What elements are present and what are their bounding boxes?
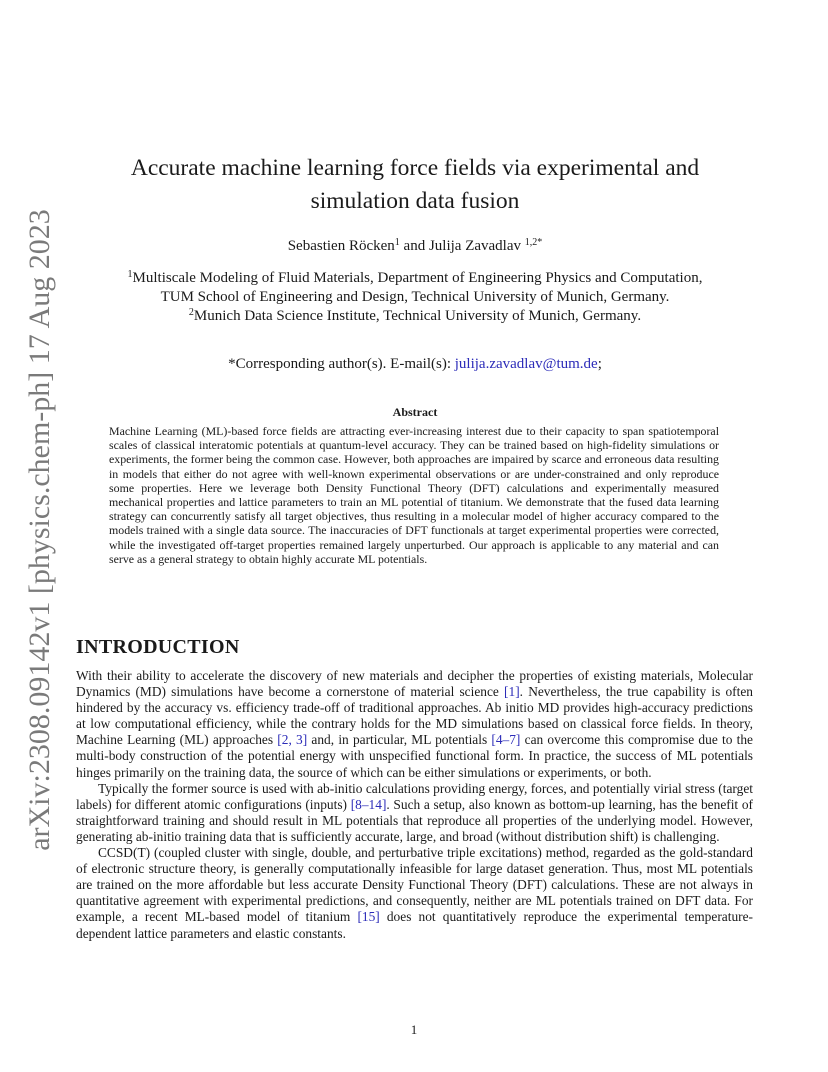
paragraph: With their ability to accelerate the discovery of new materials and decipher the properties of existing materials, Molecular Dynamics (MD) simulations have become a cornerstone of material science [1]. Nevertheless, the true capability is often hindered by the accuracy vs. efficiency trade-off of traditional approaches. Ab initio MD provides high-accuracy predictions at low computational efficiency, while the contrary holds for the MD simulations based on classical force fields. In theory, Machine Learning (ML) approaches [2, 3] and, in particular, ML potentials [4–7] can overcome this compromise due to the multi-body construction of the potential energy with unspecified functional form. In practice, the success of ML potentials hinges primarily on the training data, the source of which can be either simulations or experiments, or both. xyxy=(76,668,753,780)
title-line-1: Accurate machine learning force fields via experimental and xyxy=(130,155,700,181)
author-name: Sebastien Röcken xyxy=(287,238,395,254)
citation-link[interactable]: [4–7] xyxy=(491,732,521,748)
arxiv-identifier-stamp xyxy=(21,209,59,851)
author-name: Julija Zavadlav xyxy=(428,238,525,254)
introduction-body xyxy=(76,668,753,942)
title-line-2: simulation data fusion xyxy=(310,188,520,214)
affiliation-1-line-2: TUM School of Engineering and Design, Technical University of Munich, Germany. xyxy=(160,289,670,305)
citation-link[interactable]: [2, 3] xyxy=(277,732,308,748)
page-number: 1 xyxy=(410,1022,418,1037)
section-heading-introduction: INTRODUCTION xyxy=(76,636,240,658)
abstract-body: Machine Learning (ML)-based force fields are attracting ever-increasing interest due to their capacity to span spatiotemporal scales of classical interatomic potentials at quantum-level accuracy. They can be trained based on high-fidelity simulations or experiments, the former being the common case. However, both approaches are impaired by scarce and erroneous data resulting in models that either do not agree with well-known experimental observations or are under-constrained and only reproduce some properties. Here we leverage both Density Functional Theory (DFT) calculations and experimentally measured mechanical properties and lattice parameters to train an ML potential of titanium. We demonstrate that the fused data learning strategy can concurrently satisfy all target objectives, thus resulting in a molecular model of higher accuracy compared to the models trained with a single data source. The inaccuracies of DFT functionals at target experimental properties were corrected, while the investigated off-target properties remained largely unperturbed. Our approach is applicable to any material and can serve as a general strategy to obtain highly accurate ML potentials. xyxy=(109,424,719,566)
affiliation-2: $^2$Munich Data Science Institute, Technical University of Munich, Germany. xyxy=(188,307,642,324)
corresponding-prefix: *Corresponding author(s). E-mail(s): xyxy=(228,356,455,372)
affiliation-mark: 2 xyxy=(188,307,194,318)
paragraph: CCSD(T) (coupled cluster with single, double, and perturbative triple excitations) method, regarded as the gold-standard of electronic structure theory, is generally computationally infeasible for large dataset generation. Thus, most ML potentials are trained on the more affordable but less accurate Density Functional Theory (DFT) calculations. These are not always in quantitative agreement with experimental predictions, and consequently, neither are ML potentials trained on DFT data. For example, a recent ML-based model of titanium [15] does not quantitatively reproduce the experimental temperature-dependent lattice parameters and elastic constants. xyxy=(76,845,754,941)
corresponding-suffix: ; xyxy=(597,356,602,372)
paragraph: Typically the former source is used with ab-initio calculations providing energy, forces, and potentially virial stress (target labels) for different atomic configurations (inputs) [8–14]. Such a setup, also known as bottom-up learning, has the benefit of straightforward training and should result in ML potentials that reproduce all properties of the underlying model. However, generating ab-initio training data that is sufficiently accurate, large, and broad (without distribution shift) is challenging. xyxy=(76,780,753,844)
email-link[interactable]: julija.zavadlav@tum.de xyxy=(454,356,598,372)
corresponding-author-note xyxy=(80,356,750,373)
affiliation-mark: 1 xyxy=(127,269,133,280)
citation-link[interactable]: [1] xyxy=(504,684,520,700)
author-conjunction: and xyxy=(399,238,429,254)
arxiv-identifier-text: arXiv:2308.09142v1 [physics.chem-ph] 17 Aug 2023 xyxy=(23,209,56,851)
author-affiliation-mark: 1,2* xyxy=(524,237,543,248)
affiliations xyxy=(80,269,750,326)
citation-link[interactable]: [8–14] xyxy=(350,796,387,812)
abstract-heading: Abstract xyxy=(392,405,438,419)
author-affiliation-mark: 1 xyxy=(394,237,400,248)
citation-link[interactable]: [15] xyxy=(357,909,380,925)
paper-title xyxy=(80,152,750,218)
author-list xyxy=(80,238,750,255)
affiliation-1-line-1: $^1$Multiscale Modeling of Fluid Materials, Department of Engineering Physics and Computation, xyxy=(127,269,703,286)
